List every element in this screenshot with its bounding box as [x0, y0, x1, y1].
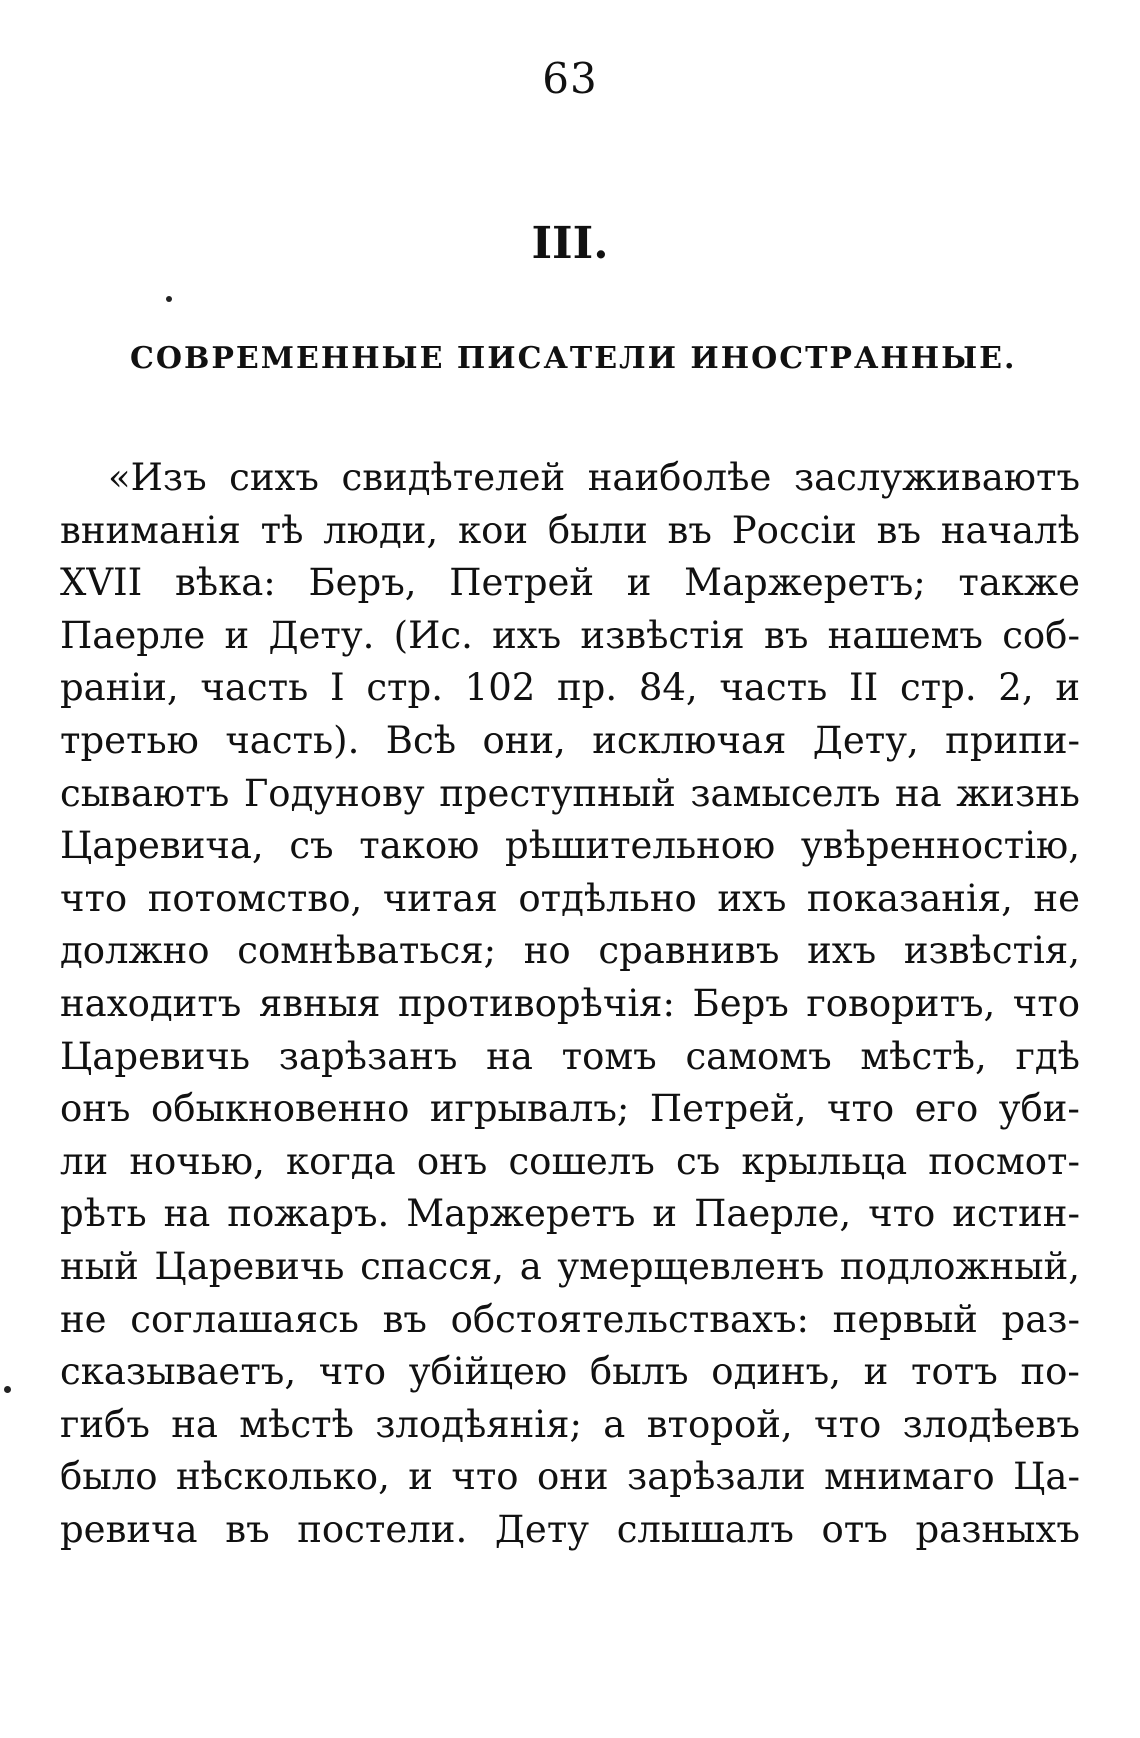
- word: одинъ,: [711, 1350, 841, 1394]
- word: въ: [876, 508, 922, 552]
- word: умерщевленъ: [557, 1244, 825, 1288]
- word: но: [523, 929, 571, 973]
- section-title: СОВРЕМЕННЫЕ ПИСАТЕЛИ ИНОСТРАННЫЕ.: [130, 341, 1017, 376]
- word: говоритъ,: [806, 981, 996, 1025]
- word: припи-: [945, 718, 1080, 762]
- word: томъ: [561, 1034, 657, 1078]
- word: уби-: [998, 1087, 1080, 1131]
- word: Беръ,: [308, 561, 417, 605]
- word: рѣшительною: [505, 824, 776, 868]
- word: преступный: [439, 771, 676, 815]
- word: 2,: [998, 666, 1034, 710]
- word: въ: [667, 508, 712, 552]
- word: они,: [482, 718, 566, 762]
- word: (Ис.: [393, 613, 473, 657]
- word: тѣ: [260, 508, 304, 552]
- word: извѣстія: [580, 613, 745, 657]
- word: свидѣтелей: [341, 456, 566, 499]
- word: Дету: [494, 1507, 590, 1551]
- word: ный: [60, 1244, 139, 1288]
- word: были: [547, 508, 648, 552]
- print-speck: [166, 296, 172, 302]
- word: ли: [60, 1139, 109, 1183]
- text-line: [60, 557, 1080, 610]
- word: Дету.: [268, 613, 375, 657]
- word: читая: [382, 876, 498, 920]
- text-line: [60, 873, 1080, 926]
- word: увѣренностію,: [800, 824, 1080, 868]
- word: гдѣ: [1015, 1034, 1080, 1078]
- word: слышалъ: [616, 1507, 794, 1551]
- word: нѣсколько,: [175, 1455, 390, 1499]
- word: и: [1055, 666, 1080, 710]
- word: также: [958, 561, 1080, 605]
- text-line: [60, 662, 1080, 715]
- word: и: [224, 613, 250, 657]
- word: онъ: [60, 1087, 131, 1131]
- word: обстоятельствахъ:: [450, 1297, 809, 1341]
- word: нашемъ: [827, 613, 983, 657]
- word: извѣстія,: [903, 929, 1080, 973]
- word: спасся,: [360, 1244, 505, 1288]
- word: Россіи: [731, 508, 857, 552]
- word: что: [451, 1455, 519, 1499]
- word: Маржеретъ;: [684, 561, 926, 605]
- word: зарѣзанъ: [278, 1034, 458, 1078]
- word: сываютъ: [60, 771, 230, 815]
- word: пожаръ.: [227, 1192, 390, 1236]
- word: въ: [764, 613, 809, 657]
- word: кои: [457, 508, 529, 552]
- word: Петрей: [449, 561, 595, 605]
- word: истин-: [952, 1192, 1080, 1236]
- word: было: [60, 1455, 158, 1499]
- word: что: [826, 1087, 895, 1131]
- text-line: [60, 505, 1080, 558]
- word: злодѣевъ: [902, 1402, 1080, 1446]
- word: а: [519, 1244, 542, 1288]
- word: часть: [200, 666, 309, 710]
- text-line: [60, 1346, 1080, 1399]
- word: что: [1012, 981, 1080, 1025]
- word: первый: [832, 1297, 978, 1341]
- word: сказываетъ,: [60, 1350, 297, 1394]
- word: показанія,: [806, 876, 1013, 920]
- word: гибъ: [60, 1402, 150, 1446]
- word: онъ: [416, 1139, 488, 1183]
- word: заслуживаютъ: [793, 456, 1080, 499]
- word: «Изъ: [108, 456, 207, 499]
- word: на: [895, 771, 942, 815]
- word: когда: [286, 1139, 396, 1183]
- word: крыльца: [741, 1139, 908, 1183]
- word: ихъ: [807, 929, 877, 973]
- text-line: [60, 1294, 1080, 1347]
- body-text: [60, 452, 1080, 1556]
- word: должно: [60, 929, 210, 973]
- word: на: [486, 1034, 533, 1078]
- word: раз-: [1001, 1297, 1080, 1341]
- word: жизнь: [956, 771, 1080, 815]
- word: сихъ: [229, 456, 319, 499]
- text-line: [60, 1504, 1080, 1557]
- text-line: [60, 1451, 1080, 1504]
- word: былъ: [589, 1350, 689, 1394]
- word: третью: [60, 718, 199, 762]
- text-line: [60, 1399, 1080, 1452]
- word: мѣстѣ,: [860, 1034, 987, 1078]
- word: сошелъ: [508, 1139, 655, 1183]
- word: рѣть: [60, 1192, 147, 1236]
- text-line: [60, 768, 1080, 821]
- word: ночью,: [129, 1139, 265, 1183]
- word: они: [537, 1455, 609, 1499]
- word: не: [1033, 876, 1080, 920]
- word: Беръ: [692, 981, 789, 1025]
- word: зарѣзали: [627, 1455, 806, 1499]
- word: часть: [719, 666, 828, 710]
- word: началѣ: [940, 508, 1080, 552]
- word: Маржеретъ: [406, 1192, 636, 1236]
- word: и: [626, 561, 652, 605]
- word: мѣстѣ: [239, 1402, 354, 1446]
- word: 102: [464, 666, 536, 710]
- word: на: [171, 1402, 218, 1446]
- word: что: [868, 1192, 936, 1236]
- word: тотъ: [911, 1350, 998, 1394]
- text-line: [60, 1083, 1080, 1136]
- word: замыселъ: [690, 771, 881, 815]
- word: въ: [382, 1297, 427, 1341]
- word: Паерле,: [694, 1192, 852, 1236]
- text-line: [60, 1031, 1080, 1084]
- word: убійцею: [408, 1350, 568, 1394]
- text-line: [60, 1188, 1080, 1241]
- word: отъ: [821, 1507, 888, 1551]
- word: мнимаго: [824, 1455, 995, 1499]
- word: сравнивъ: [598, 929, 780, 973]
- word: что: [814, 1402, 882, 1446]
- word: пр.: [557, 666, 618, 710]
- word: не: [60, 1297, 107, 1341]
- word: потомство,: [147, 876, 363, 920]
- word: явныя: [258, 981, 381, 1025]
- word: а: [603, 1402, 626, 1446]
- word: вѣка:: [174, 561, 276, 605]
- word: ихъ: [717, 876, 787, 920]
- word: второй,: [646, 1402, 793, 1446]
- word: по-: [1020, 1350, 1080, 1394]
- word: подложный,: [839, 1244, 1080, 1288]
- word: Царевича,: [60, 824, 264, 868]
- text-line: [60, 978, 1080, 1031]
- word: Ца-: [1013, 1455, 1080, 1499]
- word: злодѣянія;: [375, 1402, 582, 1446]
- word: часть).: [225, 718, 360, 762]
- text-line: [60, 1241, 1080, 1294]
- word: XVII: [60, 561, 143, 605]
- word: игрывалъ;: [429, 1087, 630, 1131]
- word: наиболѣе: [587, 456, 772, 499]
- chapter-number: III.: [531, 218, 609, 269]
- word: Дету,: [812, 718, 919, 762]
- word: 84,: [638, 666, 698, 710]
- word: исключая: [592, 718, 787, 762]
- word: Царевичь: [154, 1244, 345, 1288]
- word: вниманія: [60, 508, 241, 552]
- word: съ: [675, 1139, 721, 1183]
- word: соглашаясь: [130, 1297, 359, 1341]
- text-line: [60, 1136, 1080, 1189]
- text-line: [60, 715, 1080, 768]
- text-line: [60, 820, 1080, 873]
- word: что: [318, 1350, 386, 1394]
- word: Всѣ: [385, 718, 457, 762]
- word: посмот-: [928, 1139, 1080, 1183]
- word: ревича: [60, 1507, 198, 1551]
- word: стр.: [366, 666, 443, 710]
- word: Петрей,: [649, 1087, 807, 1131]
- word: съ: [289, 824, 334, 868]
- word: въ: [225, 1507, 270, 1551]
- word: и: [408, 1455, 433, 1499]
- word: разныхъ: [915, 1507, 1080, 1551]
- text-line: [60, 452, 1080, 505]
- word: и: [652, 1192, 678, 1236]
- word: отдѣльно: [518, 876, 697, 920]
- word: I: [329, 666, 345, 710]
- word: соб-: [1002, 613, 1080, 657]
- page-number: 63: [542, 54, 598, 103]
- word: раніи,: [60, 666, 179, 710]
- word: противорѣчія:: [398, 981, 675, 1025]
- text-line: [60, 925, 1080, 978]
- word: и: [863, 1350, 889, 1394]
- word: что: [60, 876, 128, 920]
- print-speck: [4, 1386, 11, 1393]
- word: Годунову: [243, 771, 425, 815]
- word: такою: [359, 824, 480, 868]
- word: люди,: [323, 508, 439, 552]
- word: II: [848, 666, 879, 710]
- word: на: [163, 1192, 211, 1236]
- word: Паерле: [60, 613, 206, 657]
- word: обыкновенно: [150, 1087, 410, 1131]
- word: постели.: [297, 1507, 468, 1551]
- text-line: [60, 610, 1080, 663]
- word: находитъ: [60, 981, 242, 1025]
- word: его: [914, 1087, 979, 1131]
- word: самомъ: [685, 1034, 832, 1078]
- word: Царевичь: [60, 1034, 251, 1078]
- word: стр.: [899, 666, 977, 710]
- word: ихъ: [492, 613, 562, 657]
- word: сомнѣваться;: [237, 929, 497, 973]
